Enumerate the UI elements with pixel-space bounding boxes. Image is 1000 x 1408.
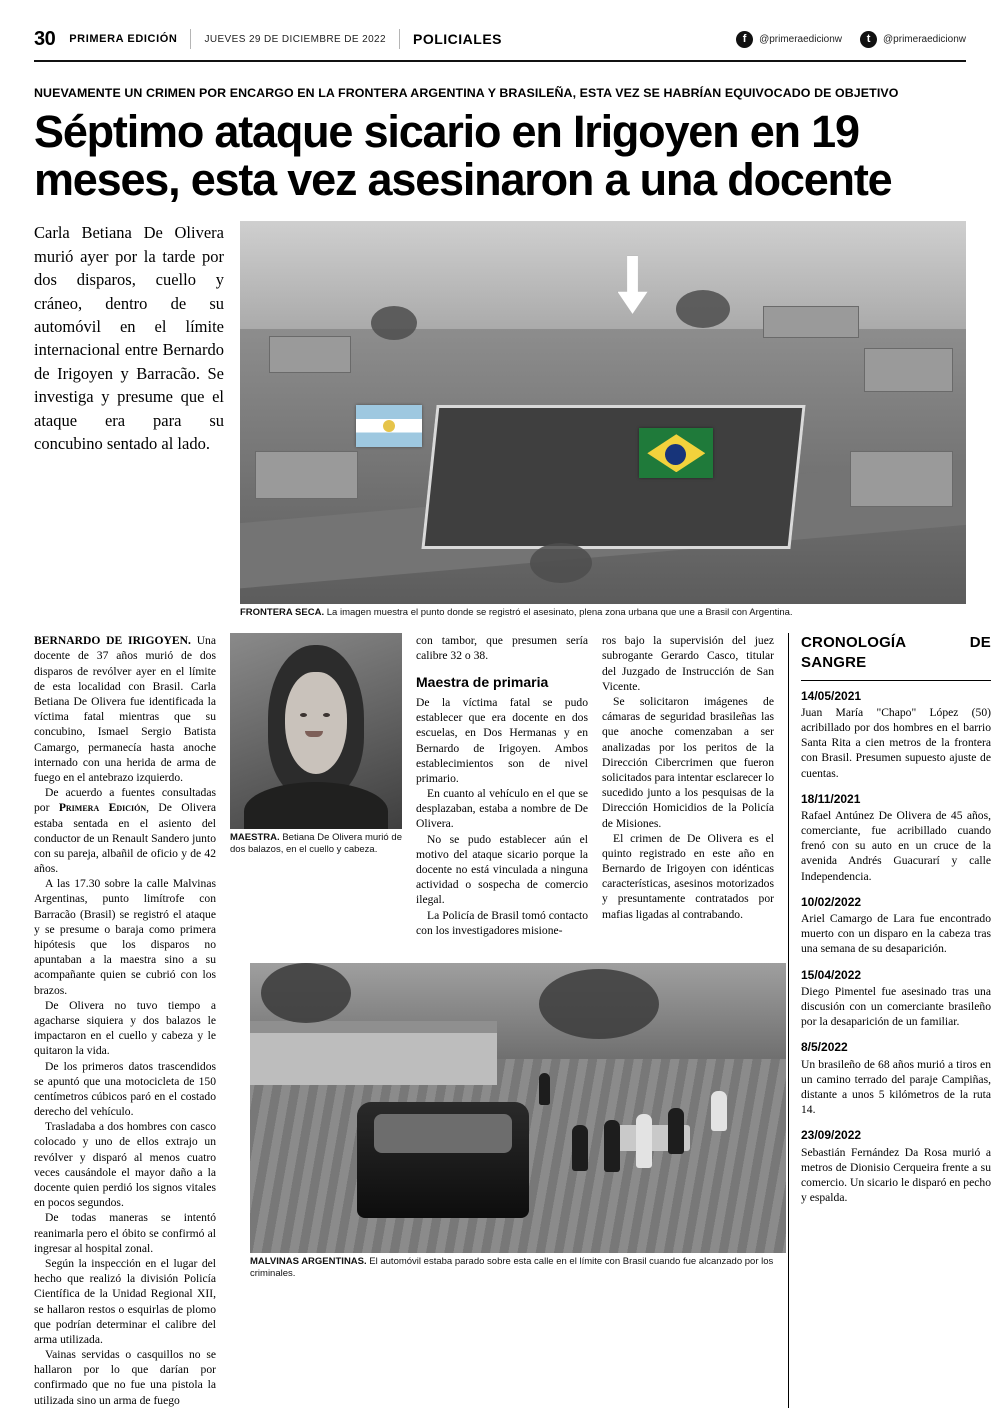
- chronology-text: Diego Pimentel fue asesinado tras una discusión con un comerciante brasileño por la desaparición de un familiar.: [801, 985, 991, 1029]
- photo-bystander: [636, 1114, 652, 1168]
- photo-building: [255, 451, 359, 499]
- photo-bystander: [539, 1073, 550, 1105]
- social-handles: [736, 31, 966, 48]
- chronology-item: [801, 689, 991, 781]
- photo-bystander: [711, 1091, 727, 1131]
- paragraph: El crimen de De Olivera es el quinto registrado en este año en Bernardo de Irigoyen con idénticas características, asesinos motorizados y presuntamente contratados por mafias ligadas al contrabando.: [602, 831, 774, 921]
- paragraph: De los primeros datos trascendidos se apuntó que una motocicleta de 150 centímetros cúbicos paró en el costado derecho del vehículo.: [34, 1059, 216, 1119]
- chronology-item: [801, 792, 991, 884]
- chronology-title: CRONOLOGÍA DE SANGRE: [801, 633, 991, 680]
- photo-tree: [371, 306, 417, 340]
- portrait-mouth: [305, 731, 323, 737]
- photo-building: [864, 348, 953, 392]
- article-lead: Carla Betiana De Olivera murió ayer por la tarde por dos disparos, cuello y cráneo, dentro de su automóvil en el límite internacional entre Bernardo de Irigoyen y Barracão. Se investiga y presume que el ataque era para su concubino sentado al lado.: [34, 223, 224, 454]
- divider: [399, 29, 400, 49]
- argentina-flag-icon: [356, 405, 422, 447]
- photo-plaza: [421, 405, 805, 549]
- paragraph: [34, 633, 216, 785]
- aerial-border-photo: [240, 221, 966, 604]
- caption-text: El automóvil estaba parado sobre esta calle en el límite con Brasil cuando fue alcanzado por los criminales.: [250, 1256, 774, 1279]
- paragraph: A las 17.30 sobre la calle Malvinas Argentinas, punto limítrofe con Barracão (Brasil) se registró el ataque y se presume o baraja como primera hipótesis que los disparos no apuntaban a la maestra sino a su acompañante quien se cubrió con los brazos.: [34, 877, 216, 997]
- dateline: BERNARDO DE IRIGOYEN.: [34, 634, 191, 648]
- paragraph: Según la inspección en el lugar del hecho que realizó la división Policía Científica de la Unidad Regional XII, se hallaron restos o esquirlas de plomo que podrían determinar el calibre del arma utilizada.: [34, 1256, 216, 1346]
- body-column-1: [34, 633, 216, 1408]
- paragraph: ros bajo la supervisión del juez subrogante Gerardo Casco, titular del Juzgado de Instrucción de San Vicente.: [602, 634, 774, 693]
- publication-name: PRIMERA EDICIÓN: [69, 33, 178, 45]
- chronology-item: [801, 895, 991, 957]
- photo-building: [763, 306, 859, 339]
- paragraph: De la víctima fatal se pudo establecer que era docente en dos escuelas, en Dos Hermanas y en Bernardo de Irigoyen. Ambos establecimientos son de nivel primario.: [416, 695, 588, 785]
- photo-building: [850, 451, 954, 507]
- issue-date: JUEVES 29 DE DICIEMBRE DE 2022: [204, 33, 386, 45]
- caption-lead: FRONTERA SECA.: [240, 607, 325, 619]
- paragraph: Vainas servidas o casquillos no se hallaron por lo que darían por confirmado que no fue una pistola la utilizada sino un arma de fuego: [34, 1348, 216, 1407]
- divider: [190, 29, 191, 49]
- chronology-date: 23/09/2022: [801, 1128, 862, 1143]
- chronology-item: [801, 1040, 991, 1117]
- portrait-eye: [323, 713, 330, 717]
- brazil-flag-icon: [639, 428, 713, 478]
- section-name: POLICIALES: [412, 31, 502, 47]
- chronology-item: [801, 1128, 991, 1205]
- chronology-text: Sebastián Fernández Da Rosa murió a metros de Dionisio Cerqueira frente a su comercio. Un sicario le disparó en pecho y espalda.: [801, 1146, 991, 1205]
- photo-officer: [604, 1120, 620, 1172]
- page-number: 30: [34, 27, 56, 50]
- paragraph: con tambor, que presumen sería calibre 32 o 38.: [416, 634, 588, 663]
- photo-tree: [261, 963, 351, 1023]
- paragraph: Trasladaba a dos hombres con casco colocado y uno de ellos extrajo un revólver y disparó al menos cuatro veces causándole el mayor daño a la docente quien perdió los signos vitales en pocos segundos.: [34, 1120, 216, 1210]
- portrait-caption: [230, 829, 402, 856]
- caption-text: La imagen muestra el punto donde se registró el asesinato, plena zona urbana que une a Brasil con Argentina.: [324, 607, 793, 619]
- paragraph: La Policía de Brasil tomó contacto con los investigadores misione-: [416, 908, 588, 937]
- lead-and-main-photo: [34, 221, 966, 619]
- main-figure: [240, 221, 966, 619]
- photo-officer: [668, 1108, 684, 1154]
- main-photo-caption: [240, 604, 966, 619]
- photo-building: [269, 336, 351, 372]
- section-subheading: Maestra de primaria: [416, 673, 549, 690]
- photo-tree: [676, 290, 730, 328]
- twitter-handle: @primeraedicionw: [883, 33, 966, 45]
- chronology-text: Rafael Antúnez De Olivera de 45 años, comerciante, fue acribillado cuando frenó con su auto en un cruce de la avenida Andrés Guacurarí y calle Independencia.: [801, 809, 991, 883]
- chronology-date: 8/5/2022: [801, 1040, 848, 1055]
- paragraph: En cuanto al vehículo en el que se desplazaban, estaba a nombre de De Olivera.: [416, 787, 588, 831]
- paragraph: No se pudo establecer aún el motivo del ataque sicario porque la docente no está vinculada a ninguna actividad o sospecha de comercio ilegal.: [416, 832, 588, 907]
- paragraph: De todas maneras se intentó reanimarla pero el óbito se confirmó al ingresar al hospital zonal.: [34, 1211, 216, 1255]
- chronology-text: Juan María "Chapo" López (50) acribillado por dos hombres en el barrio Santa Rita a cien metros de la frontera con Brasil. Presumen supuesto ajuste de cuentas.: [801, 706, 991, 780]
- chronology-date: 18/11/2021: [801, 791, 861, 806]
- photo-wall: [250, 1033, 497, 1085]
- chronology-item: [801, 968, 991, 1030]
- page-title: Séptimo ataque sicario en Irigoyen en 19 meses, esta vez asesinaron a una docente: [34, 106, 892, 205]
- paragraph-text: Una docente de 37 años murió de dos disparos de revólver ayer en el límite de esta localidad con Brasil. Carla Betiana De Olivera fue identificada la víctima fatal mientras que su concubino, Ismael Sergio Batista Camargo, permanecía hasta anoche internado con una herida de arma de fuego en el antebrazo izquierdo.: [34, 634, 217, 784]
- chronology-box: [788, 633, 991, 1408]
- photo-tree: [539, 969, 659, 1039]
- photo-sedan: [357, 1102, 529, 1218]
- portrait-figure: [230, 633, 402, 856]
- chronology-text: Ariel Camargo de Lara fue encontrado muerto con un disparo en la cabeza tras una semana de su desaparición.: [801, 912, 991, 956]
- crime-scene-photo: [250, 963, 786, 1253]
- portrait-face: [285, 672, 347, 774]
- paragraph: Se solicitaron imágenes de cámaras de seguridad brasileñas las que anoche comenzaban a ser analizadas por los peritos de la Dirección Cibercrimen que fueron solicitados para intentar esclarecer lo sucedido junto a los pesquisas de la Dirección Homicidios de la Policía de Misiones.: [602, 695, 774, 830]
- caption-text: Betiana De Olivera murió de dos balazos, en el cuello y cabeza.: [230, 832, 402, 856]
- photo-officer: [572, 1125, 588, 1171]
- facebook-icon: f: [736, 31, 753, 48]
- facebook-handle: @primeraedicionw: [759, 33, 843, 45]
- chronology-text: Un brasileño de 68 años murió a tiros en un camino terrado del paraje Campiñas, distante a unos 5 kilómetros de la ruta 14.: [801, 1058, 991, 1117]
- facebook-link[interactable]: [736, 31, 842, 48]
- paragraph: De acuerdo a fuentes consultadas por Primera Edición, De Olivera estaba sentada en el asiento del conductor de un Renault Sandero junto con su pareja, albañil de oficio y de 42 años.: [34, 786, 217, 876]
- brand-mention: Primera Edición: [58, 801, 147, 815]
- victim-portrait-photo: [230, 633, 402, 829]
- portrait-eye: [300, 713, 307, 717]
- bottom-figure: [250, 963, 786, 1280]
- twitter-link[interactable]: [860, 31, 966, 48]
- twitter-icon: t: [860, 31, 877, 48]
- paragraph: De Olivera no tuvo tiempo a agacharse siquiera y dos balazos le impactaron en el cuello y cabeza y le quitaron la vida.: [34, 998, 216, 1058]
- caption-lead: MAESTRA.: [230, 832, 280, 844]
- masthead: [34, 22, 966, 62]
- photo-rear-window: [374, 1114, 511, 1153]
- bottom-photo-caption: [250, 1253, 786, 1280]
- article-kicker: NUEVAMENTE UN CRIMEN POR ENCARGO EN LA FRONTERA ARGENTINA Y BRASILEÑA, ESTA VEZ SE HABRÍAN EQUIVOCADO DE OBJETIVO: [34, 86, 899, 100]
- chronology-date: 14/05/2021: [801, 688, 862, 703]
- caption-lead: MALVINAS ARGENTINAS.: [250, 1256, 367, 1267]
- chronology-date: 15/04/2022: [801, 967, 862, 982]
- chronology-date: 10/02/2022: [801, 894, 862, 909]
